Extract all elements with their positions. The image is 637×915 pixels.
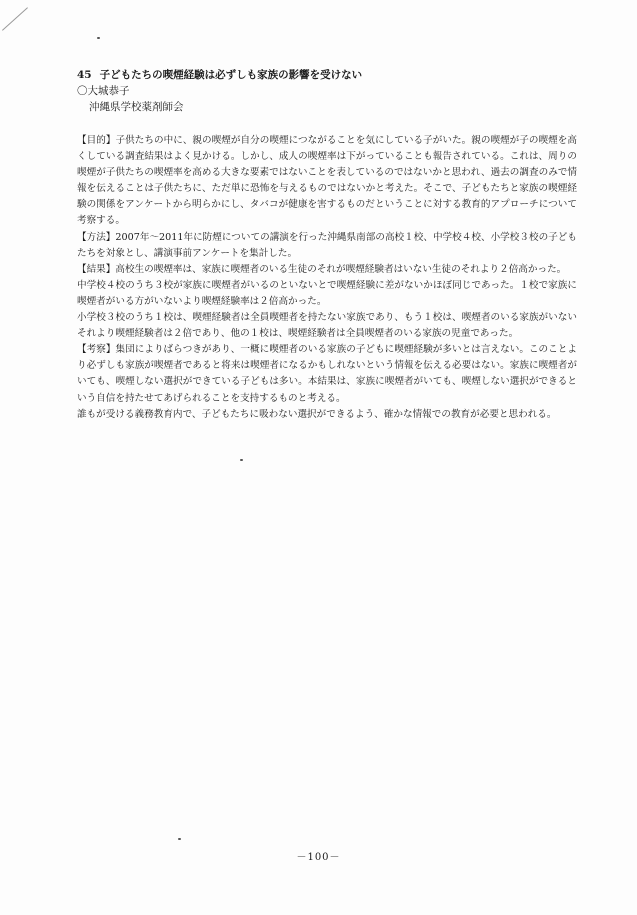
section-results-high-school: 【結果】高校生の喫煙率は、家族に喫煙者のいる生徒のそれが喫煙経験者はいない生徒のそれより２倍高かった。 <box>77 263 567 275</box>
abstract-body <box>77 133 577 423</box>
section-discussion: 【考察】集団によりばらつきがあり、一概に喫煙者のいる家族の子どもに喫煙経験が多いとは言えない。このことより必ずしも家族が喫煙者であると将来は喫煙者になるかもしれないという情報を伝える必要はない。家族に喫煙者がいても、喫煙しない選択ができている子どもは多い。本結果は、家族に喫煙者がいても、喫煙しない選択ができるという自信を持たせてあげられることを支持するものと考える。 <box>77 344 577 404</box>
scan-artifact-line <box>2 7 28 30</box>
abstract-title <box>77 68 577 83</box>
section-conclusion: 誰もが受ける義務教育内で、子どもたちに吸わない選択ができるよう、確かな情報での教育が必要と思われる。 <box>77 408 557 420</box>
author-name: 〇大城恭子 <box>77 85 130 97</box>
scan-speck <box>178 838 181 840</box>
abstract-number: 45 <box>77 69 92 81</box>
scan-speck <box>240 459 243 461</box>
section-results-junior-high: 中学校４校のうち３校が家族に喫煙者がいるのといないとで喫煙経験に差がないかほぼ同じであった。１校で家族に喫煙者がいる方がいないより喫煙経験率は２倍高かった。 <box>77 279 577 307</box>
author-affiliation: 沖縄県学校薬剤師会 <box>89 101 184 113</box>
section-results-elementary: 小学校３校のうち１校は、喫煙経験者は全員喫煙者を持たない家族であり、もう１校は、喫煙者のいる家族がいないそれより喫煙経験者は２倍であり、他の１校は、喫煙経験者は全員喫煙者のいる家族の児童であった。 <box>77 312 577 340</box>
abstract-document <box>77 68 577 423</box>
abstract-title-text: 子どもたちの喫煙経験は必ずしも家族の影響を受けない <box>99 69 363 81</box>
section-purpose: 【目的】子供たちの中に、親の喫煙が自分の喫煙につながることを気にしている子がいた。親の喫煙が子の喫煙を高くしている調査結果はよく見かける。しかし、成人の喫煙率は下がっていることも報告されている。これは、周りの喫煙が子供たちの喫煙率を高める大きな要素ではないことを表しているのではないかと思われ、過去の調査のみで情報を伝えることは子供たちに、ただ単に恐怖を与えるものではないかと考えた。そこで、子どもたちと家族の喫煙経験の関係をアンケートから明らかにし、タバコが健康を害するものだということに対する教育的アプローチについて考察する。 <box>77 135 577 227</box>
scan-speck <box>97 37 100 39</box>
section-method: 【方法】2007年～2011年に防煙についての講演を行った沖縄県南部の高校１校、中学校４校、小学校３校の子どもたちを対象とし、講演事前アンケートを集計した。 <box>77 231 577 259</box>
page-number: －100－ <box>296 852 341 863</box>
